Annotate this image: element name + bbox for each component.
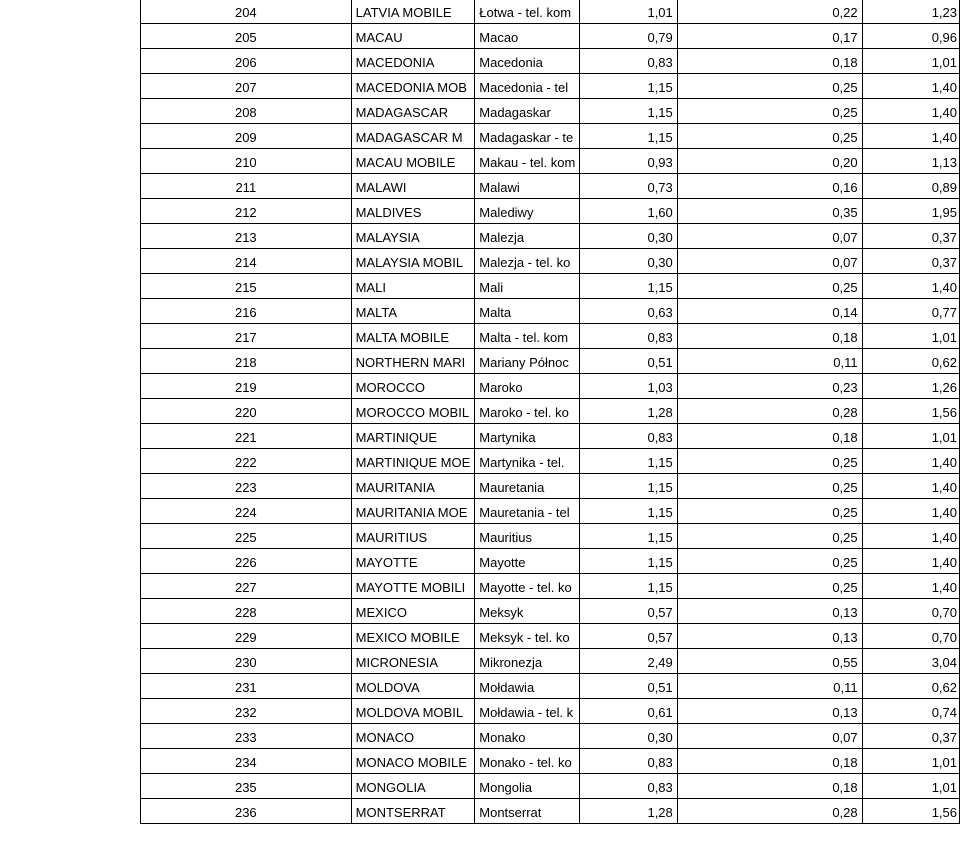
- net-rate-cell[interactable]: 0,93: [580, 149, 677, 174]
- tax-cell[interactable]: 0,07: [677, 724, 862, 749]
- row-number-cell[interactable]: 218: [141, 349, 352, 374]
- tax-cell[interactable]: 0,18: [677, 774, 862, 799]
- row-number-cell[interactable]: 206: [141, 49, 352, 74]
- row-number-cell[interactable]: 231: [141, 674, 352, 699]
- country-name-cell[interactable]: NORTHERN MARI: [351, 349, 475, 374]
- country-name-cell[interactable]: MONTSERRAT: [351, 799, 475, 824]
- tax-cell[interactable]: 0,25: [677, 574, 862, 599]
- tax-cell[interactable]: 0,07: [677, 224, 862, 249]
- table-row: [141, 699, 960, 724]
- polish-name-cell[interactable]: Mauretania: [475, 474, 580, 499]
- table-row: [141, 549, 960, 574]
- gross-rate-cell[interactable]: 1,40: [862, 124, 959, 149]
- country-name-cell[interactable]: MOLDOVA MOBIL: [351, 699, 475, 724]
- table-row: [141, 124, 960, 149]
- row-number-cell[interactable]: 236: [141, 799, 352, 824]
- gross-rate-cell[interactable]: 1,40: [862, 549, 959, 574]
- gross-rate-cell[interactable]: 3,04: [862, 649, 959, 674]
- net-rate-cell[interactable]: 1,15: [580, 499, 677, 524]
- row-number-cell[interactable]: 214: [141, 249, 352, 274]
- tax-cell[interactable]: 0,25: [677, 99, 862, 124]
- tax-cell[interactable]: 0,14: [677, 299, 862, 324]
- polish-name-cell[interactable]: Mołdawia: [475, 674, 580, 699]
- tax-cell[interactable]: 0,25: [677, 449, 862, 474]
- polish-name-cell[interactable]: Monako: [475, 724, 580, 749]
- tax-cell[interactable]: 0,35: [677, 199, 862, 224]
- polish-name-cell[interactable]: Montserrat: [475, 799, 580, 824]
- country-name-cell[interactable]: MONGOLIA: [351, 774, 475, 799]
- polish-name-cell[interactable]: Malta - tel. kom: [475, 324, 580, 349]
- gross-rate-cell[interactable]: 1,23: [862, 0, 959, 24]
- table-row: [141, 374, 960, 399]
- row-number-cell[interactable]: 233: [141, 724, 352, 749]
- polish-name-cell[interactable]: Mongolia: [475, 774, 580, 799]
- table-row: [141, 399, 960, 424]
- tax-cell[interactable]: 0,13: [677, 599, 862, 624]
- gross-rate-cell[interactable]: 1,01: [862, 749, 959, 774]
- country-name-cell[interactable]: MACEDONIA: [351, 49, 475, 74]
- row-number-cell[interactable]: 228: [141, 599, 352, 624]
- table-row: [141, 799, 960, 824]
- polish-name-cell[interactable]: Meksyk: [475, 599, 580, 624]
- tax-cell[interactable]: 0,13: [677, 624, 862, 649]
- row-number-cell[interactable]: 225: [141, 524, 352, 549]
- table-row: [141, 174, 960, 199]
- table-row: [141, 524, 960, 549]
- polish-name-cell[interactable]: Maroko: [475, 374, 580, 399]
- net-rate-cell[interactable]: 2,49: [580, 649, 677, 674]
- row-number-cell[interactable]: 222: [141, 449, 352, 474]
- country-name-cell[interactable]: MALI: [351, 274, 475, 299]
- table-row: [141, 724, 960, 749]
- net-rate-cell[interactable]: 1,15: [580, 74, 677, 99]
- row-number-cell[interactable]: 226: [141, 549, 352, 574]
- country-name-cell[interactable]: MALTA: [351, 299, 475, 324]
- table-row: [141, 299, 960, 324]
- row-number-cell[interactable]: 213: [141, 224, 352, 249]
- gross-rate-cell[interactable]: 1,56: [862, 799, 959, 824]
- country-name-cell[interactable]: MAYOTTE MOBILI: [351, 574, 475, 599]
- polish-name-cell[interactable]: Malezja - tel. ko: [475, 249, 580, 274]
- row-number-cell[interactable]: 216: [141, 299, 352, 324]
- polish-name-cell[interactable]: Mali: [475, 274, 580, 299]
- gross-rate-cell[interactable]: 1,40: [862, 99, 959, 124]
- polish-name-cell[interactable]: Mayotte - tel. ko: [475, 574, 580, 599]
- table-row: [141, 774, 960, 799]
- country-name-cell[interactable]: LATVIA MOBILE: [351, 0, 475, 24]
- tax-cell[interactable]: 0,11: [677, 674, 862, 699]
- country-name-cell[interactable]: MARTINIQUE: [351, 424, 475, 449]
- net-rate-cell[interactable]: 1,15: [580, 124, 677, 149]
- polish-name-cell[interactable]: Malawi: [475, 174, 580, 199]
- tax-cell[interactable]: 0,18: [677, 749, 862, 774]
- tax-cell[interactable]: 0,28: [677, 399, 862, 424]
- country-name-cell[interactable]: MEXICO: [351, 599, 475, 624]
- gross-rate-cell[interactable]: 1,40: [862, 574, 959, 599]
- row-number-cell[interactable]: 224: [141, 499, 352, 524]
- gross-rate-cell[interactable]: 1,01: [862, 324, 959, 349]
- net-rate-cell[interactable]: 1,15: [580, 274, 677, 299]
- gross-rate-cell[interactable]: 1,40: [862, 74, 959, 99]
- table-row: [141, 674, 960, 699]
- rates-table-body: [141, 0, 960, 824]
- polish-name-cell[interactable]: Meksyk - tel. ko: [475, 624, 580, 649]
- country-name-cell[interactable]: MARTINIQUE MOE: [351, 449, 475, 474]
- polish-name-cell[interactable]: Malezja: [475, 224, 580, 249]
- gross-rate-cell[interactable]: 0,37: [862, 249, 959, 274]
- row-number-cell[interactable]: 220: [141, 399, 352, 424]
- gross-rate-cell[interactable]: 0,62: [862, 349, 959, 374]
- gross-rate-cell[interactable]: 0,62: [862, 674, 959, 699]
- rates-table: [140, 0, 960, 824]
- gross-rate-cell[interactable]: 1,01: [862, 424, 959, 449]
- tax-cell[interactable]: 0,11: [677, 349, 862, 374]
- table-row: [141, 474, 960, 499]
- net-rate-cell[interactable]: 1,28: [580, 399, 677, 424]
- gross-rate-cell[interactable]: 0,37: [862, 724, 959, 749]
- polish-name-cell[interactable]: Martynika - tel.: [475, 449, 580, 474]
- country-name-cell[interactable]: MOROCCO: [351, 374, 475, 399]
- table-row: [141, 424, 960, 449]
- tax-cell[interactable]: 0,55: [677, 649, 862, 674]
- polish-name-cell[interactable]: Maroko - tel. ko: [475, 399, 580, 424]
- country-name-cell[interactable]: MOROCCO MOBIL: [351, 399, 475, 424]
- net-rate-cell[interactable]: 0,83: [580, 774, 677, 799]
- country-name-cell[interactable]: MEXICO MOBILE: [351, 624, 475, 649]
- tax-cell[interactable]: 0,25: [677, 274, 862, 299]
- country-name-cell[interactable]: MONACO: [351, 724, 475, 749]
- net-rate-cell[interactable]: 1,28: [580, 799, 677, 824]
- row-number-cell[interactable]: 234: [141, 749, 352, 774]
- net-rate-cell[interactable]: 0,30: [580, 724, 677, 749]
- country-name-cell[interactable]: MONACO MOBILE: [351, 749, 475, 774]
- gross-rate-cell[interactable]: 0,96: [862, 24, 959, 49]
- gross-rate-cell[interactable]: 0,77: [862, 299, 959, 324]
- net-rate-cell[interactable]: 1,60: [580, 199, 677, 224]
- polish-name-cell[interactable]: Mołdawia - tel. k: [475, 699, 580, 724]
- gross-rate-cell[interactable]: 1,26: [862, 374, 959, 399]
- row-number-cell[interactable]: 232: [141, 699, 352, 724]
- table-row: [141, 99, 960, 124]
- net-rate-cell[interactable]: 0,51: [580, 349, 677, 374]
- country-name-cell[interactable]: MACEDONIA MOB: [351, 74, 475, 99]
- row-number-cell[interactable]: 215: [141, 274, 352, 299]
- net-rate-cell[interactable]: 0,30: [580, 249, 677, 274]
- row-number-cell[interactable]: 211: [141, 174, 352, 199]
- net-rate-cell[interactable]: 1,03: [580, 374, 677, 399]
- net-rate-cell[interactable]: 0,83: [580, 749, 677, 774]
- polish-name-cell[interactable]: Malta: [475, 299, 580, 324]
- tax-cell[interactable]: 0,28: [677, 799, 862, 824]
- net-rate-cell[interactable]: 1,15: [580, 99, 677, 124]
- polish-name-cell[interactable]: Mariany Północ: [475, 349, 580, 374]
- tax-cell[interactable]: 0,18: [677, 424, 862, 449]
- gross-rate-cell[interactable]: 0,74: [862, 699, 959, 724]
- row-number-cell[interactable]: 207: [141, 74, 352, 99]
- gross-rate-cell[interactable]: 1,40: [862, 499, 959, 524]
- table-row: [141, 624, 960, 649]
- row-number-cell[interactable]: 212: [141, 199, 352, 224]
- row-number-cell[interactable]: 208: [141, 99, 352, 124]
- polish-name-cell[interactable]: Macao: [475, 24, 580, 49]
- gross-rate-cell[interactable]: 0,37: [862, 224, 959, 249]
- country-name-cell[interactable]: MALAWI: [351, 174, 475, 199]
- polish-name-cell[interactable]: Madagaskar - te: [475, 124, 580, 149]
- gross-rate-cell[interactable]: 1,56: [862, 399, 959, 424]
- row-number-cell[interactable]: 205: [141, 24, 352, 49]
- row-number-cell[interactable]: 230: [141, 649, 352, 674]
- polish-name-cell[interactable]: Malediwy: [475, 199, 580, 224]
- gross-rate-cell[interactable]: 0,89: [862, 174, 959, 199]
- table-row: [141, 199, 960, 224]
- country-name-cell[interactable]: MALAYSIA MOBIL: [351, 249, 475, 274]
- table-row: [141, 349, 960, 374]
- country-name-cell[interactable]: MADAGASCAR M: [351, 124, 475, 149]
- polish-name-cell[interactable]: Mayotte: [475, 549, 580, 574]
- country-name-cell[interactable]: MACAU: [351, 24, 475, 49]
- table-row: [141, 149, 960, 174]
- tax-cell[interactable]: 0,23: [677, 374, 862, 399]
- net-rate-cell[interactable]: 1,15: [580, 524, 677, 549]
- tax-cell[interactable]: 0,25: [677, 124, 862, 149]
- table-row: [141, 599, 960, 624]
- net-rate-cell[interactable]: 1,15: [580, 574, 677, 599]
- net-rate-cell[interactable]: 0,83: [580, 424, 677, 449]
- polish-name-cell[interactable]: Mikronezja: [475, 649, 580, 674]
- table-row: [141, 324, 960, 349]
- country-name-cell[interactable]: MALAYSIA: [351, 224, 475, 249]
- polish-name-cell[interactable]: Monako - tel. ko: [475, 749, 580, 774]
- tax-cell[interactable]: 0,17: [677, 24, 862, 49]
- net-rate-cell[interactable]: 0,30: [580, 224, 677, 249]
- row-number-cell[interactable]: 235: [141, 774, 352, 799]
- table-row: [141, 574, 960, 599]
- tax-cell[interactable]: 0,22: [677, 0, 862, 24]
- polish-name-cell[interactable]: Makau - tel. kom: [475, 149, 580, 174]
- gross-rate-cell[interactable]: 0,70: [862, 624, 959, 649]
- gross-rate-cell[interactable]: 0,70: [862, 599, 959, 624]
- tax-cell[interactable]: 0,16: [677, 174, 862, 199]
- tax-cell[interactable]: 0,25: [677, 499, 862, 524]
- row-number-cell[interactable]: 229: [141, 624, 352, 649]
- row-number-cell[interactable]: 217: [141, 324, 352, 349]
- gross-rate-cell[interactable]: 1,40: [862, 449, 959, 474]
- tax-cell[interactable]: 0,25: [677, 549, 862, 574]
- gross-rate-cell[interactable]: 1,01: [862, 49, 959, 74]
- row-number-cell[interactable]: 210: [141, 149, 352, 174]
- country-name-cell[interactable]: MAYOTTE: [351, 549, 475, 574]
- country-name-cell[interactable]: MICRONESIA: [351, 649, 475, 674]
- gross-rate-cell[interactable]: 1,95: [862, 199, 959, 224]
- country-name-cell[interactable]: MAURITANIA MOE: [351, 499, 475, 524]
- tax-cell[interactable]: 0,25: [677, 524, 862, 549]
- tax-cell[interactable]: 0,13: [677, 699, 862, 724]
- row-number-cell[interactable]: 227: [141, 574, 352, 599]
- table-row: [141, 249, 960, 274]
- tax-cell[interactable]: 0,07: [677, 249, 862, 274]
- row-number-cell[interactable]: 219: [141, 374, 352, 399]
- polish-name-cell[interactable]: Łotwa - tel. kom: [475, 0, 580, 24]
- table-row: [141, 649, 960, 674]
- gross-rate-cell[interactable]: 1,13: [862, 149, 959, 174]
- polish-name-cell[interactable]: Macedonia - tel: [475, 74, 580, 99]
- row-number-cell[interactable]: 223: [141, 474, 352, 499]
- country-name-cell[interactable]: MALTA MOBILE: [351, 324, 475, 349]
- table-row: [141, 274, 960, 299]
- country-name-cell[interactable]: MADAGASCAR: [351, 99, 475, 124]
- net-rate-cell[interactable]: 0,63: [580, 299, 677, 324]
- polish-name-cell[interactable]: Macedonia: [475, 49, 580, 74]
- country-name-cell[interactable]: MACAU MOBILE: [351, 149, 475, 174]
- tax-cell[interactable]: 0,18: [677, 324, 862, 349]
- tax-cell[interactable]: 0,25: [677, 74, 862, 99]
- table-row: [141, 224, 960, 249]
- polish-name-cell[interactable]: Mauritius: [475, 524, 580, 549]
- tax-cell[interactable]: 0,25: [677, 474, 862, 499]
- row-number-cell[interactable]: 209: [141, 124, 352, 149]
- net-rate-cell[interactable]: 0,57: [580, 624, 677, 649]
- net-rate-cell[interactable]: 0,61: [580, 699, 677, 724]
- polish-name-cell[interactable]: Martynika: [475, 424, 580, 449]
- table-row: [141, 449, 960, 474]
- net-rate-cell[interactable]: 0,83: [580, 49, 677, 74]
- net-rate-cell[interactable]: 0,57: [580, 599, 677, 624]
- table-row: [141, 749, 960, 774]
- country-name-cell[interactable]: MOLDOVA: [351, 674, 475, 699]
- net-rate-cell[interactable]: 0,79: [580, 24, 677, 49]
- country-name-cell[interactable]: MAURITANIA: [351, 474, 475, 499]
- tax-cell[interactable]: 0,18: [677, 49, 862, 74]
- gross-rate-cell[interactable]: 1,01: [862, 774, 959, 799]
- tax-cell[interactable]: 0,20: [677, 149, 862, 174]
- gross-rate-cell[interactable]: 1,40: [862, 524, 959, 549]
- table-row: [141, 74, 960, 99]
- net-rate-cell[interactable]: 1,15: [580, 549, 677, 574]
- table-row: [141, 499, 960, 524]
- net-rate-cell[interactable]: 0,73: [580, 174, 677, 199]
- table-row: [141, 24, 960, 49]
- row-number-cell[interactable]: 221: [141, 424, 352, 449]
- row-number-cell[interactable]: 204: [141, 0, 352, 24]
- country-name-cell[interactable]: MAURITIUS: [351, 524, 475, 549]
- net-rate-cell[interactable]: 1,15: [580, 449, 677, 474]
- net-rate-cell[interactable]: 0,83: [580, 324, 677, 349]
- net-rate-cell[interactable]: 1,01: [580, 0, 677, 24]
- polish-name-cell[interactable]: Mauretania - tel: [475, 499, 580, 524]
- net-rate-cell[interactable]: 0,51: [580, 674, 677, 699]
- net-rate-cell[interactable]: 1,15: [580, 474, 677, 499]
- table-row: [141, 49, 960, 74]
- polish-name-cell[interactable]: Madagaskar: [475, 99, 580, 124]
- country-name-cell[interactable]: MALDIVES: [351, 199, 475, 224]
- gross-rate-cell[interactable]: 1,40: [862, 474, 959, 499]
- table-row: [141, 0, 960, 24]
- gross-rate-cell[interactable]: 1,40: [862, 274, 959, 299]
